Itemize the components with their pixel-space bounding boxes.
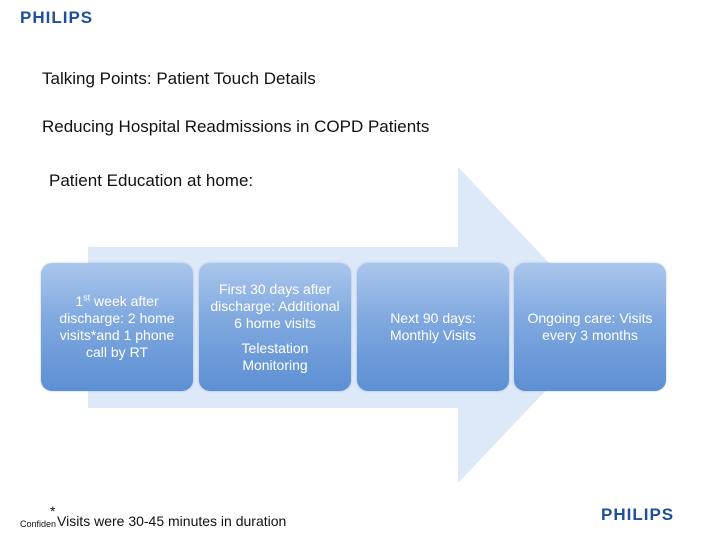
step-text: Next 90 days: Monthly Visits xyxy=(389,310,477,343)
title-patient-education: Patient Education at home: xyxy=(49,171,254,190)
footnote xyxy=(50,503,287,529)
philips-logo-top: PHILIPS xyxy=(20,8,94,27)
footnote-text: Visits were 30-45 minutes in duration xyxy=(57,513,287,529)
title-readmissions: Reducing Hospital Readmissions in COPD Patients xyxy=(42,117,430,136)
step-text: First 30 days after discharge: Additional 6 home visits xyxy=(210,280,340,331)
confidential-label: Confiden xyxy=(20,519,57,529)
step-box-next-90-days xyxy=(357,263,509,391)
step-text: 1st week after discharge: 2 home visits*and 1 phone call by RT xyxy=(59,292,175,360)
title-talking-points: Talking Points: Patient Touch Details xyxy=(42,69,316,88)
step-box-first-week xyxy=(41,263,193,391)
step-box-first-30-days xyxy=(199,263,351,391)
step-subtext: Telestation Monitoring xyxy=(241,339,309,373)
step-text: Ongoing care: Visits every 3 months xyxy=(527,310,653,343)
footnote-asterisk: * xyxy=(50,503,56,519)
step-box-ongoing-care xyxy=(514,263,666,391)
philips-logo-bottom: PHILIPS xyxy=(601,505,675,524)
